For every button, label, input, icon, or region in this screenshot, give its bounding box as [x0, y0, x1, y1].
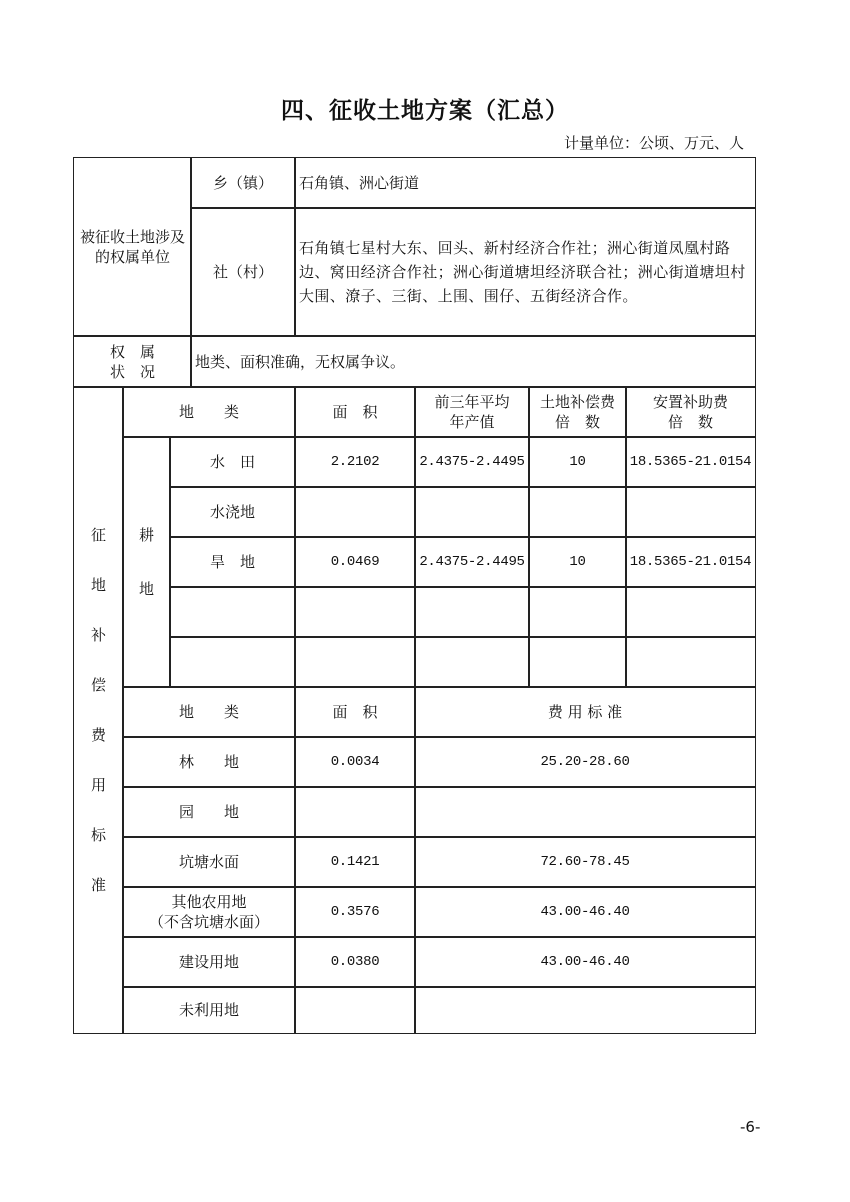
township-label: 乡（镇） [190, 157, 296, 209]
cultivated-land-comp-multiple [528, 486, 627, 538]
header-land-comp-line1: 土地补偿费 [539, 393, 615, 411]
cultivated-resettle-multiple: 18.5365-21.0154 [625, 536, 756, 588]
other-land-fee [414, 986, 756, 1034]
ownership-units-label [73, 157, 192, 337]
header-resettle-multiple [625, 386, 756, 438]
other-land-type: 未利用地 [122, 986, 296, 1034]
header-land-comp-line2: 倍 数 [554, 413, 600, 431]
other-land-type-line1: 其他农用地 [171, 893, 247, 911]
village-value-text: 石角镇七星村大东、回头、新村经济合作社；洲心街道凤凰村路边、窝田经济合作社；洲心街道塘坦经济联合社；洲心街道塘坦村大围、潦子、三街、上围、围仔、五街经济合作。 [299, 239, 746, 305]
page-title: 四、征收土地方案（汇总） [281, 98, 569, 124]
section-label-char: 地 [90, 576, 106, 594]
cultivated-land-comp-multiple: 10 [528, 536, 627, 588]
section-label-char: 标 [90, 826, 106, 844]
cultivated-avg-output [414, 486, 530, 538]
cultivated-area: 0.0469 [294, 536, 416, 588]
section-label-char: 征 [90, 526, 106, 544]
village-value [294, 207, 756, 337]
other-land-area: 0.0380 [294, 936, 416, 988]
cultivated-area [294, 486, 416, 538]
section-label-char: 用 [90, 776, 106, 794]
other-land-type: 坑塘水面 [122, 836, 296, 888]
cultivated-resettle-multiple: 18.5365-21.0154 [625, 436, 756, 488]
other-land-fee: 43.00-46.40 [414, 936, 756, 988]
header2-fee-standard: 费 用 标 准 [414, 686, 756, 738]
other-land-area [294, 786, 416, 838]
header-resettle-line1: 安置补助费 [652, 393, 728, 411]
other-land-fee: 25.20-28.60 [414, 736, 756, 788]
other-land-fee: 43.00-46.40 [414, 886, 756, 938]
header-land-type: 地 类 [122, 386, 296, 438]
ownership-status-label-line2: 状 况 [109, 362, 155, 381]
cultivated-avg-output: 2.4375-2.4495 [414, 536, 530, 588]
section-label-char: 偿 [90, 676, 106, 694]
page-number: -6- [740, 1118, 761, 1136]
cultivated-land-comp-multiple [528, 636, 627, 688]
other-land-area: 0.1421 [294, 836, 416, 888]
other-land-fee [414, 786, 756, 838]
township-value: 石角镇、洲心街道 [294, 157, 756, 209]
cultivated-avg-output [414, 586, 530, 638]
ownership-units-label-text: 被征收土地涉及的权属单位 [79, 228, 185, 266]
cultivated-label-char: 耕 [138, 526, 154, 544]
cultivated-area [294, 636, 416, 688]
other-land-type: 林 地 [122, 736, 296, 788]
header2-area: 面 积 [294, 686, 416, 738]
cultivated-type: 水浇地 [169, 486, 296, 538]
compensation-standard-label [73, 386, 124, 1034]
ownership-status-value: 地类、面积准确，无权属争议。 [190, 335, 756, 388]
cultivated-resettle-multiple [625, 636, 756, 688]
other-land-type: 建设用地 [122, 936, 296, 988]
cultivated-type [169, 636, 296, 688]
other-land-type: 园 地 [122, 786, 296, 838]
header-avg-output [414, 386, 530, 438]
other-land-area: 0.0034 [294, 736, 416, 788]
header-avg-output-line2: 年产值 [449, 413, 495, 431]
cultivated-land-comp-multiple: 10 [528, 436, 627, 488]
header-area: 面 积 [294, 386, 416, 438]
header-land-comp-multiple [528, 386, 627, 438]
other-land-fee: 72.60-78.45 [414, 836, 756, 888]
other-land-type-line2: （不含坑塘水面） [148, 913, 269, 931]
cultivated-land-label [122, 436, 171, 688]
header-avg-output-line1: 前三年平均 [434, 393, 510, 411]
header2-land-type: 地 类 [122, 686, 296, 738]
cultivated-avg-output: 2.4375-2.4495 [414, 436, 530, 488]
cultivated-resettle-multiple [625, 586, 756, 638]
cultivated-type: 水 田 [169, 436, 296, 488]
village-label: 社（村） [190, 207, 296, 337]
cultivated-type: 旱 地 [169, 536, 296, 588]
cultivated-label-char: 地 [138, 580, 154, 598]
section-label-char: 准 [90, 876, 106, 894]
other-land-type [122, 886, 296, 938]
header-resettle-line2: 倍 数 [667, 413, 713, 431]
other-land-area [294, 986, 416, 1034]
cultivated-type [169, 586, 296, 638]
cultivated-area [294, 586, 416, 638]
unit-note: 计量单位：公顷、万元、人 [563, 134, 744, 152]
cultivated-land-comp-multiple [528, 586, 627, 638]
section-label-char: 费 [90, 726, 106, 744]
other-land-area: 0.3576 [294, 886, 416, 938]
cultivated-resettle-multiple [625, 486, 756, 538]
ownership-status-label [73, 335, 192, 388]
cultivated-avg-output [414, 636, 530, 688]
cultivated-area: 2.2102 [294, 436, 416, 488]
section-label-char: 补 [90, 626, 106, 644]
ownership-status-label-line1: 权 属 [109, 342, 155, 361]
